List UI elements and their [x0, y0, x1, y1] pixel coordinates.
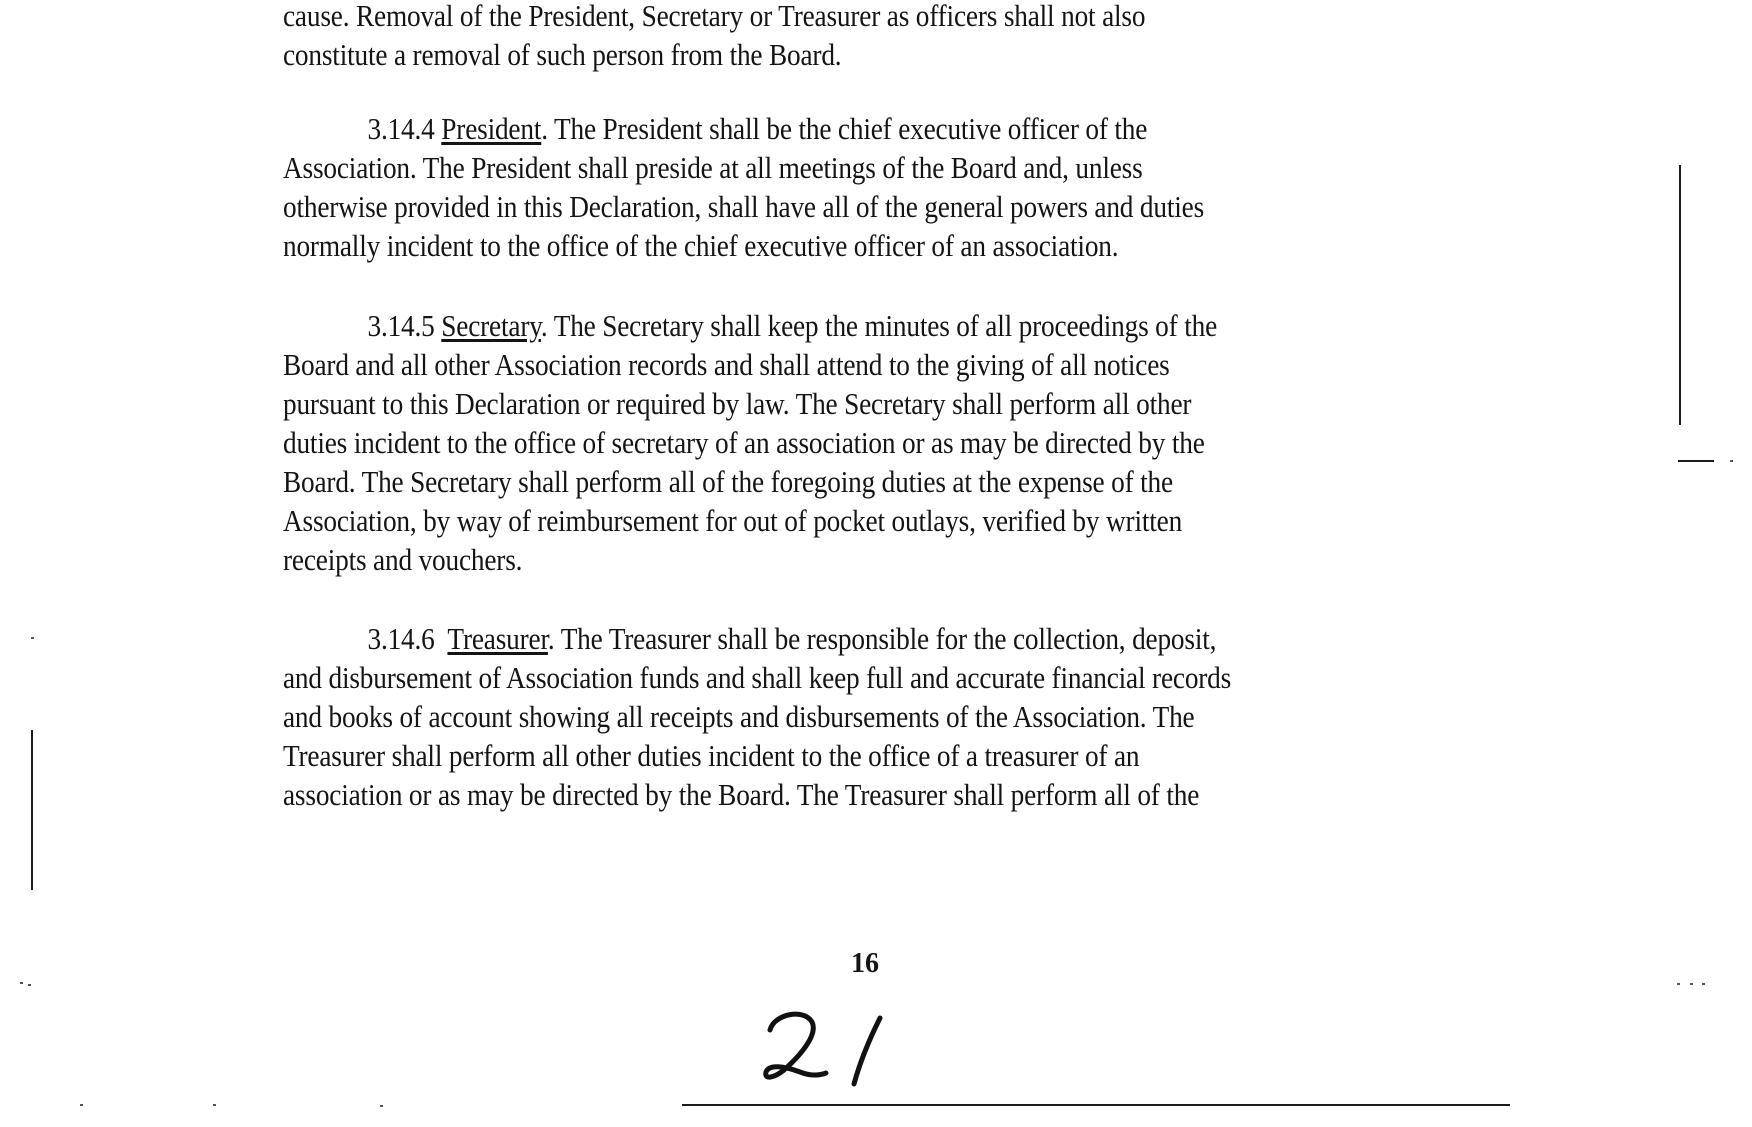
section-number: 3.14.5 [367, 308, 435, 343]
section-number: 3.14.6 [367, 621, 435, 656]
text-line: normally incident to the office of the chief executive officer of an association. [283, 228, 1119, 263]
section-heading: Secretary [441, 308, 541, 343]
handwritten-page-number [760, 1000, 900, 1095]
margin-bar [1679, 165, 1681, 425]
scan-speck [80, 1104, 83, 1106]
text-line: otherwise provided in this Declaration, shall have all of the general powers and duties [283, 189, 1205, 224]
text-line: Board and all other Association records and shall attend to the giving of all notices [283, 347, 1170, 382]
text-line: constitute a removal of such person from the Board. [283, 37, 842, 72]
margin-tick [1678, 460, 1714, 462]
text-line: duties incident to the office of secretary of an association or as may be directed by the [283, 425, 1205, 460]
section-number: 3.14.4 [367, 111, 435, 146]
text-line [283, 619, 1295, 658]
president-paragraph [283, 109, 1295, 265]
scan-speck [1730, 460, 1733, 462]
scan-speck [380, 1105, 383, 1107]
text-line [283, 306, 1295, 345]
text-run: . The President shall be the chief executive officer of the [541, 111, 1148, 146]
scan-speck [20, 982, 23, 984]
scan-speck [28, 984, 31, 986]
margin-bar [31, 730, 33, 890]
bottom-rule [682, 1104, 1510, 1106]
scan-speck [213, 1104, 216, 1106]
text-line: cause. Removal of the President, Secretary or Treasurer as officers shall not also [283, 0, 1146, 33]
secretary-paragraph [283, 306, 1295, 579]
text-run: . The Treasurer shall be responsible for the collection, deposit, [547, 621, 1217, 656]
text-line: pursuant to this Declaration or required by law. The Secretary shall perform all other [283, 386, 1192, 421]
text-line: and books of account showing all receipts and disbursements of the Association. The [283, 699, 1195, 734]
text-line: association or as may be directed by the Board. The Treasurer shall perform all of the [283, 777, 1200, 812]
scan-speck [1690, 983, 1693, 985]
scan-speck [1677, 983, 1680, 985]
text-line: Association. The President shall preside at all meetings of the Board and, unless [283, 150, 1143, 185]
continuation-paragraph [283, 0, 1295, 74]
page-number: 16 [851, 948, 879, 979]
text-line [283, 109, 1295, 148]
text-line: Treasurer shall perform all other duties incident to the office of a treasurer of an [283, 738, 1140, 773]
treasurer-paragraph [283, 619, 1295, 814]
scan-speck [31, 637, 34, 639]
text-line: receipts and vouchers. [283, 542, 523, 577]
section-heading: Treasurer [447, 621, 548, 656]
text-line: Board. The Secretary shall perform all of the foregoing duties at the expense of the [283, 464, 1173, 499]
text-line: and disbursement of Association funds and shall keep full and accurate financial records [283, 660, 1232, 695]
section-heading: President [441, 111, 542, 146]
text-run: . The Secretary shall keep the minutes of all proceedings of the [540, 308, 1218, 343]
scan-speck [1702, 983, 1705, 985]
text-line: Association, by way of reimbursement for out of pocket outlays, verified by written [283, 503, 1183, 538]
